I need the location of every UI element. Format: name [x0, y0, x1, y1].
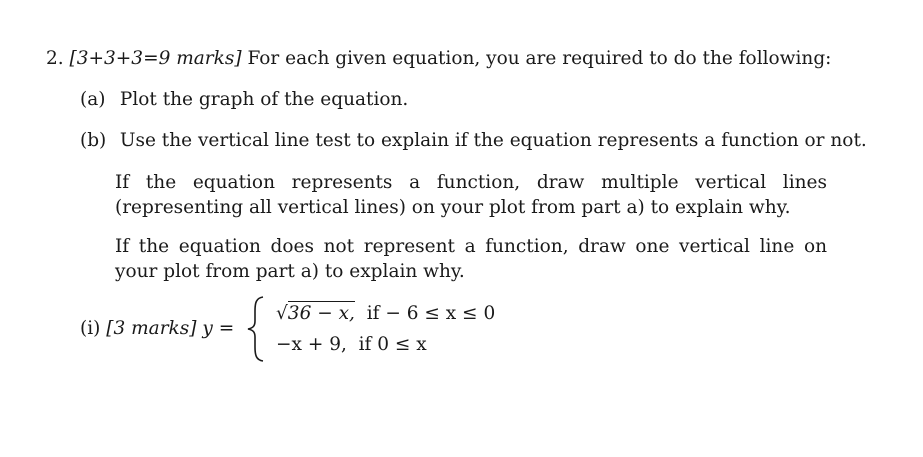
sqrt-icon: √	[276, 303, 288, 324]
equation-i-lhs: y =	[202, 318, 235, 339]
question-marks: [3+3+3=9 marks]	[69, 48, 242, 69]
item-a-text: Plot the graph of the equation.	[119, 89, 409, 110]
question-prompt: For each given equation, you are required to do the following:	[247, 48, 832, 69]
item-a	[80, 89, 408, 110]
item-b-label: (b)	[80, 130, 107, 151]
equation-i-marks: [3 marks]	[106, 318, 197, 339]
sqrt-expression	[276, 303, 355, 324]
left-brace-icon	[246, 295, 268, 363]
case-1-condition: if − 6 ≤ x ≤ 0	[366, 303, 496, 324]
item-a-label: (a)	[80, 89, 106, 110]
question-header	[46, 48, 831, 69]
item-b	[80, 130, 867, 151]
equation-i-label: (i)	[80, 318, 101, 339]
case-2-condition: if 0 ≤ x	[358, 334, 427, 355]
case-2-expression: −x + 9,	[276, 334, 347, 355]
equation-i-label-row	[80, 318, 234, 339]
sqrt-radicand: 36 − x,	[287, 303, 355, 324]
piecewise-case-2	[276, 334, 427, 355]
item-b-text: Use the vertical line test to explain if the equation represents a function or not.	[119, 130, 867, 151]
paragraph-function: If the equation represents a function, draw multiple vertical lines (representing all vertical lines) on your plot from part a) to explain why.	[115, 172, 827, 218]
piecewise-case-1	[276, 303, 495, 324]
question-number: 2.	[46, 48, 64, 69]
paragraph-not-function: If the equation does not represent a function, draw one vertical line on your plot from part a) to explain why.	[115, 236, 827, 282]
